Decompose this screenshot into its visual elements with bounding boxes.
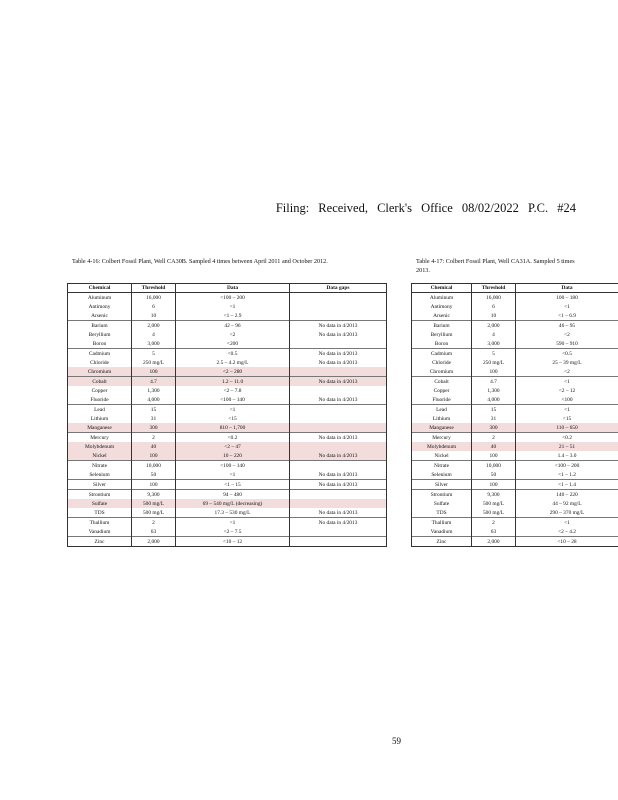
cell-threshold: 100 bbox=[132, 480, 176, 490]
cell-gaps bbox=[290, 442, 387, 451]
table-row bbox=[68, 405, 387, 415]
cell-chemical: Barium bbox=[68, 321, 132, 331]
cell-chemical: Thallium bbox=[68, 518, 132, 528]
table-row bbox=[412, 386, 618, 395]
cell-threshold: 4 bbox=[472, 330, 516, 339]
cell-threshold: 100 bbox=[132, 367, 176, 377]
cell-data: 1.2 – 11.0 bbox=[176, 377, 290, 387]
table-row bbox=[68, 480, 387, 490]
cell-threshold: 4 bbox=[132, 330, 176, 339]
cell-data: <1 – 15 bbox=[176, 480, 290, 490]
cell-chemical: Chloride bbox=[68, 358, 132, 367]
cell-gaps: No data in 4/2013 bbox=[290, 451, 387, 461]
cell-data: <2 – 280 bbox=[176, 367, 290, 377]
data-table-left bbox=[67, 283, 387, 547]
cell-chemical: Zinc bbox=[68, 537, 132, 547]
column-header: Chemical bbox=[412, 284, 472, 293]
cell-chemical: Cobalt bbox=[412, 377, 472, 387]
table-row bbox=[412, 470, 618, 480]
cell-chemical: Lithium bbox=[412, 414, 472, 423]
cell-threshold: 16,000 bbox=[132, 293, 176, 303]
table-row bbox=[68, 321, 387, 331]
table-header-row bbox=[68, 284, 387, 293]
cell-gaps bbox=[290, 405, 387, 415]
cell-data: <2 – 47 bbox=[176, 442, 290, 451]
cell-chemical: Thallium bbox=[412, 518, 472, 528]
cell-chemical: Nickel bbox=[68, 451, 132, 461]
cell-data: <2 – 4.2 bbox=[516, 527, 618, 537]
table-row bbox=[412, 367, 618, 377]
cell-chemical: Antimony bbox=[68, 302, 132, 311]
table-row bbox=[412, 302, 618, 311]
table-row bbox=[412, 442, 618, 451]
cell-data: 100 – 180 bbox=[516, 293, 618, 303]
cell-data: <100 – 140 bbox=[176, 461, 290, 471]
cell-threshold: 31 bbox=[472, 414, 516, 423]
cell-threshold: 3,000 bbox=[472, 339, 516, 349]
cell-threshold: 6 bbox=[132, 302, 176, 311]
column-header: Data gaps bbox=[290, 284, 387, 293]
cell-chemical: Strontium bbox=[412, 490, 472, 500]
cell-threshold: 100 bbox=[472, 367, 516, 377]
table-row bbox=[412, 461, 618, 471]
table-row bbox=[412, 537, 618, 547]
cell-threshold: 2 bbox=[132, 518, 176, 528]
cell-data: <200 bbox=[176, 339, 290, 349]
cell-threshold: 2 bbox=[472, 518, 516, 528]
table-row bbox=[68, 386, 387, 395]
cell-chemical: Chloride bbox=[412, 358, 472, 367]
table-row bbox=[412, 349, 618, 359]
cell-chemical: Fluoride bbox=[412, 395, 472, 405]
cell-data: 94 – 480 bbox=[176, 490, 290, 500]
table-row bbox=[68, 490, 387, 500]
cell-chemical: Lithium bbox=[68, 414, 132, 423]
cell-threshold: 15 bbox=[472, 405, 516, 415]
cell-data: <1 bbox=[516, 405, 618, 415]
table-row bbox=[68, 423, 387, 433]
cell-threshold: 10 bbox=[132, 311, 176, 321]
table-row bbox=[412, 377, 618, 387]
table-header-row bbox=[412, 284, 618, 293]
cell-chemical: Barium bbox=[412, 321, 472, 331]
cell-threshold: 31 bbox=[132, 414, 176, 423]
cell-threshold: 10,000 bbox=[472, 461, 516, 471]
cell-data: <1 – 6.9 bbox=[516, 311, 618, 321]
cell-data: <1 bbox=[516, 302, 618, 311]
cell-data: <1 – 2.9 bbox=[176, 311, 290, 321]
cell-threshold: 2,000 bbox=[472, 537, 516, 547]
cell-data: 2.5 – 4.2 mg/L bbox=[176, 358, 290, 367]
cell-data: <15 bbox=[516, 414, 618, 423]
cell-data: <0.5 bbox=[516, 349, 618, 359]
cell-gaps bbox=[290, 302, 387, 311]
table-row bbox=[68, 527, 387, 537]
cell-threshold: 100 bbox=[472, 480, 516, 490]
cell-chemical: Fluoride bbox=[68, 395, 132, 405]
cell-threshold: 2 bbox=[472, 433, 516, 443]
table-row bbox=[412, 414, 618, 423]
cell-data: 25 – 39 mg/L bbox=[516, 358, 618, 367]
cell-chemical: Lead bbox=[68, 405, 132, 415]
cell-gaps bbox=[290, 490, 387, 500]
table-row bbox=[68, 293, 387, 303]
cell-threshold: 1,300 bbox=[132, 386, 176, 395]
cell-data: <2 bbox=[516, 367, 618, 377]
cell-threshold: 4,000 bbox=[132, 395, 176, 405]
cell-threshold: 300 bbox=[132, 423, 176, 433]
cell-data: <1 bbox=[176, 470, 290, 480]
cell-chemical: Aluminum bbox=[68, 293, 132, 303]
column-header: Threshold bbox=[132, 284, 176, 293]
table-row bbox=[68, 499, 387, 508]
cell-chemical: Arsenic bbox=[68, 311, 132, 321]
cell-chemical: Chromium bbox=[412, 367, 472, 377]
cell-chemical: Lead bbox=[412, 405, 472, 415]
table-row bbox=[68, 461, 387, 471]
cell-chemical: Cadmium bbox=[412, 349, 472, 359]
cell-chemical: Silver bbox=[68, 480, 132, 490]
table-row bbox=[68, 537, 387, 547]
table-row bbox=[68, 395, 387, 405]
cell-data: 810 – 1,700 bbox=[176, 423, 290, 433]
cell-threshold: 15 bbox=[132, 405, 176, 415]
cell-threshold: 16,000 bbox=[472, 293, 516, 303]
cell-threshold: 2,000 bbox=[132, 321, 176, 331]
table-row bbox=[68, 358, 387, 367]
column-header: Data bbox=[176, 284, 290, 293]
cell-threshold: 40 bbox=[472, 442, 516, 451]
cell-chemical: Boron bbox=[68, 339, 132, 349]
table-row bbox=[68, 451, 387, 461]
cell-data: <100 – 200 bbox=[516, 461, 618, 471]
cell-gaps: No data in 4/2013 bbox=[290, 358, 387, 367]
cell-threshold: 500 mg/L bbox=[132, 508, 176, 518]
cell-data: <0.2 bbox=[176, 433, 290, 443]
cell-gaps: No data in 4/2013 bbox=[290, 395, 387, 405]
cell-data: 590 – 910 bbox=[516, 339, 618, 349]
table-row bbox=[68, 339, 387, 349]
cell-threshold: 63 bbox=[132, 527, 176, 537]
cell-chemical: TDS bbox=[68, 508, 132, 518]
table-row bbox=[68, 518, 387, 528]
table-row bbox=[412, 433, 618, 443]
cell-chemical: TDS bbox=[412, 508, 472, 518]
table-row bbox=[412, 395, 618, 405]
cell-chemical: Vanadium bbox=[68, 527, 132, 537]
cell-data: <2 bbox=[516, 330, 618, 339]
table-row bbox=[412, 405, 618, 415]
table-row bbox=[68, 367, 387, 377]
cell-threshold: 100 bbox=[472, 451, 516, 461]
cell-data: <2 – 12 bbox=[516, 386, 618, 395]
table-row bbox=[68, 508, 387, 518]
cell-data: <100 – 200 bbox=[176, 293, 290, 303]
table-row bbox=[68, 302, 387, 311]
table-row bbox=[68, 470, 387, 480]
cell-chemical: Aluminum bbox=[412, 293, 472, 303]
cell-data: <100 – 140 bbox=[176, 395, 290, 405]
cell-chemical: Antimony bbox=[412, 302, 472, 311]
cell-gaps bbox=[290, 414, 387, 423]
cell-data: <1 bbox=[176, 302, 290, 311]
cell-data: <2 bbox=[176, 330, 290, 339]
table-row bbox=[68, 330, 387, 339]
cell-data: <1 bbox=[176, 405, 290, 415]
cell-chemical: Silver bbox=[412, 480, 472, 490]
cell-threshold: 63 bbox=[472, 527, 516, 537]
cell-threshold: 500 mg/L bbox=[472, 499, 516, 508]
cell-threshold: 9,300 bbox=[472, 490, 516, 500]
cell-chemical: Selenium bbox=[68, 470, 132, 480]
column-header: Data bbox=[516, 284, 618, 293]
cell-threshold: 10 bbox=[472, 311, 516, 321]
cell-chemical: Cadmium bbox=[68, 349, 132, 359]
cell-threshold: 2 bbox=[132, 433, 176, 443]
table-body-right bbox=[412, 293, 618, 547]
cell-gaps: No data in 4/2013 bbox=[290, 349, 387, 359]
table-row bbox=[412, 527, 618, 537]
table-row bbox=[412, 358, 618, 367]
cell-data: 17.3 – 530 mg/L bbox=[176, 508, 290, 518]
cell-data: <0.2 bbox=[516, 433, 618, 443]
table-caption-right-line2: 2013. bbox=[416, 267, 430, 274]
cell-chemical: Vanadium bbox=[412, 527, 472, 537]
cell-data: <1 – 1.4 bbox=[516, 480, 618, 490]
cell-chemical: Molybdenum bbox=[68, 442, 132, 451]
cell-gaps bbox=[290, 311, 387, 321]
cell-gaps: No data in 4/2013 bbox=[290, 508, 387, 518]
cell-data: <1 bbox=[516, 518, 618, 528]
cell-gaps bbox=[290, 499, 387, 508]
cell-data: <15 bbox=[176, 414, 290, 423]
cell-threshold: 250 mg/L bbox=[472, 358, 516, 367]
cell-data: <2 – 7.5 bbox=[176, 527, 290, 537]
cell-chemical: Beryllium bbox=[412, 330, 472, 339]
table-row bbox=[412, 451, 618, 461]
cell-threshold: 5 bbox=[472, 349, 516, 359]
table-row bbox=[412, 508, 618, 518]
cell-threshold: 100 bbox=[132, 451, 176, 461]
table-caption-right-line1: Table 4-17: Colbert Fossil Plant, Well CA31A. Sampled 5 times bbox=[416, 258, 575, 265]
cell-data: <1 – 1.2 bbox=[516, 470, 618, 480]
cell-threshold: 3,000 bbox=[132, 339, 176, 349]
cell-threshold: 4,000 bbox=[472, 395, 516, 405]
cell-data: 140 – 220 bbox=[516, 490, 618, 500]
cell-threshold: 2,000 bbox=[472, 321, 516, 331]
table-row bbox=[412, 330, 618, 339]
cell-chemical: Copper bbox=[68, 386, 132, 395]
cell-chemical: Sulfate bbox=[412, 499, 472, 508]
cell-gaps: No data in 4/2013 bbox=[290, 433, 387, 443]
cell-chemical: Copper bbox=[412, 386, 472, 395]
page-number: 59 bbox=[392, 736, 401, 746]
cell-data: 290 – 370 mg/L bbox=[516, 508, 618, 518]
cell-data: 44 – 92 mg/L bbox=[516, 499, 618, 508]
column-header: Threshold bbox=[472, 284, 516, 293]
cell-data: 10 – 220 bbox=[176, 451, 290, 461]
cell-threshold: 500 mg/L bbox=[132, 499, 176, 508]
table-row bbox=[412, 499, 618, 508]
cell-gaps bbox=[290, 423, 387, 433]
cell-chemical: Strontium bbox=[68, 490, 132, 500]
column-header: Chemical bbox=[68, 284, 132, 293]
cell-chemical: Sulfate bbox=[68, 499, 132, 508]
cell-chemical: Nickel bbox=[412, 451, 472, 461]
cell-gaps: No data in 4/2013 bbox=[290, 470, 387, 480]
table-row bbox=[412, 311, 618, 321]
cell-gaps: No data in 4/2013 bbox=[290, 480, 387, 490]
cell-gaps: No data in 4/2013 bbox=[290, 330, 387, 339]
cell-chemical: Beryllium bbox=[68, 330, 132, 339]
cell-data: <10 – 12 bbox=[176, 537, 290, 547]
cell-gaps bbox=[290, 461, 387, 471]
cell-chemical: Boron bbox=[412, 339, 472, 349]
cell-data: <0.5 bbox=[176, 349, 290, 359]
table-row bbox=[412, 321, 618, 331]
cell-gaps bbox=[290, 367, 387, 377]
cell-data: 42 – 96 bbox=[176, 321, 290, 331]
cell-data: 46 – 95 bbox=[516, 321, 618, 331]
cell-chemical: Mercury bbox=[68, 433, 132, 443]
cell-chemical: Manganese bbox=[68, 423, 132, 433]
cell-data: 69 – 540 mg/L (decreasing) bbox=[176, 499, 290, 508]
table-row bbox=[68, 377, 387, 387]
cell-gaps bbox=[290, 293, 387, 303]
table-row bbox=[412, 423, 618, 433]
table-row bbox=[68, 433, 387, 443]
cell-threshold: 5 bbox=[132, 349, 176, 359]
cell-gaps: No data in 4/2013 bbox=[290, 321, 387, 331]
cell-chemical: Mercury bbox=[412, 433, 472, 443]
cell-threshold: 250 mg/L bbox=[132, 358, 176, 367]
table-row bbox=[68, 349, 387, 359]
cell-data: 110 – 650 bbox=[516, 423, 618, 433]
cell-threshold: 2,000 bbox=[132, 537, 176, 547]
table-caption-left: Table 4-16: Colbert Fossil Plant, Well CA30B. Sampled 4 times between April 2011 and October 2012. bbox=[72, 258, 328, 265]
table-row bbox=[412, 518, 618, 528]
cell-chemical: Cobalt bbox=[68, 377, 132, 387]
cell-data: <2 – 7.8 bbox=[176, 386, 290, 395]
cell-chemical: Nitrate bbox=[412, 461, 472, 471]
cell-threshold: 50 bbox=[472, 470, 516, 480]
cell-threshold: 40 bbox=[132, 442, 176, 451]
cell-gaps bbox=[290, 339, 387, 349]
cell-threshold: 500 mg/L bbox=[472, 508, 516, 518]
cell-gaps bbox=[290, 386, 387, 395]
table-row bbox=[412, 339, 618, 349]
cell-data: 1.4 – 3.0 bbox=[516, 451, 618, 461]
cell-data: <1 bbox=[516, 377, 618, 387]
filing-stamp: Filing: Received, Clerk's Office 08/02/2022 P.C. #24 bbox=[275, 201, 576, 215]
table-row bbox=[412, 293, 618, 303]
data-table-right bbox=[411, 283, 618, 547]
cell-threshold: 6 bbox=[472, 302, 516, 311]
cell-data: <100 bbox=[516, 395, 618, 405]
cell-threshold: 10,000 bbox=[132, 461, 176, 471]
cell-gaps: No data in 4/2013 bbox=[290, 377, 387, 387]
cell-chemical: Chromium bbox=[68, 367, 132, 377]
cell-gaps bbox=[290, 527, 387, 537]
table-body-left bbox=[68, 293, 387, 547]
cell-chemical: Zinc bbox=[412, 537, 472, 547]
cell-threshold: 1,300 bbox=[472, 386, 516, 395]
cell-data: 21 – 51 bbox=[516, 442, 618, 451]
cell-threshold: 9,300 bbox=[132, 490, 176, 500]
cell-gaps: No data in 4/2013 bbox=[290, 518, 387, 528]
table-caption-right bbox=[416, 257, 618, 275]
table-row bbox=[412, 480, 618, 490]
cell-chemical: Molybdenum bbox=[412, 442, 472, 451]
cell-chemical: Arsenic bbox=[412, 311, 472, 321]
cell-threshold: 4.7 bbox=[472, 377, 516, 387]
cell-gaps bbox=[290, 537, 387, 547]
cell-threshold: 50 bbox=[132, 470, 176, 480]
table-row bbox=[68, 442, 387, 451]
cell-chemical: Nitrate bbox=[68, 461, 132, 471]
cell-threshold: 300 bbox=[472, 423, 516, 433]
cell-chemical: Selenium bbox=[412, 470, 472, 480]
cell-data: <10 – 28 bbox=[516, 537, 618, 547]
cell-chemical: Manganese bbox=[412, 423, 472, 433]
table-row bbox=[68, 311, 387, 321]
cell-data: <1 bbox=[176, 518, 290, 528]
table-row bbox=[68, 414, 387, 423]
table-row bbox=[412, 490, 618, 500]
cell-threshold: 4.7 bbox=[132, 377, 176, 387]
